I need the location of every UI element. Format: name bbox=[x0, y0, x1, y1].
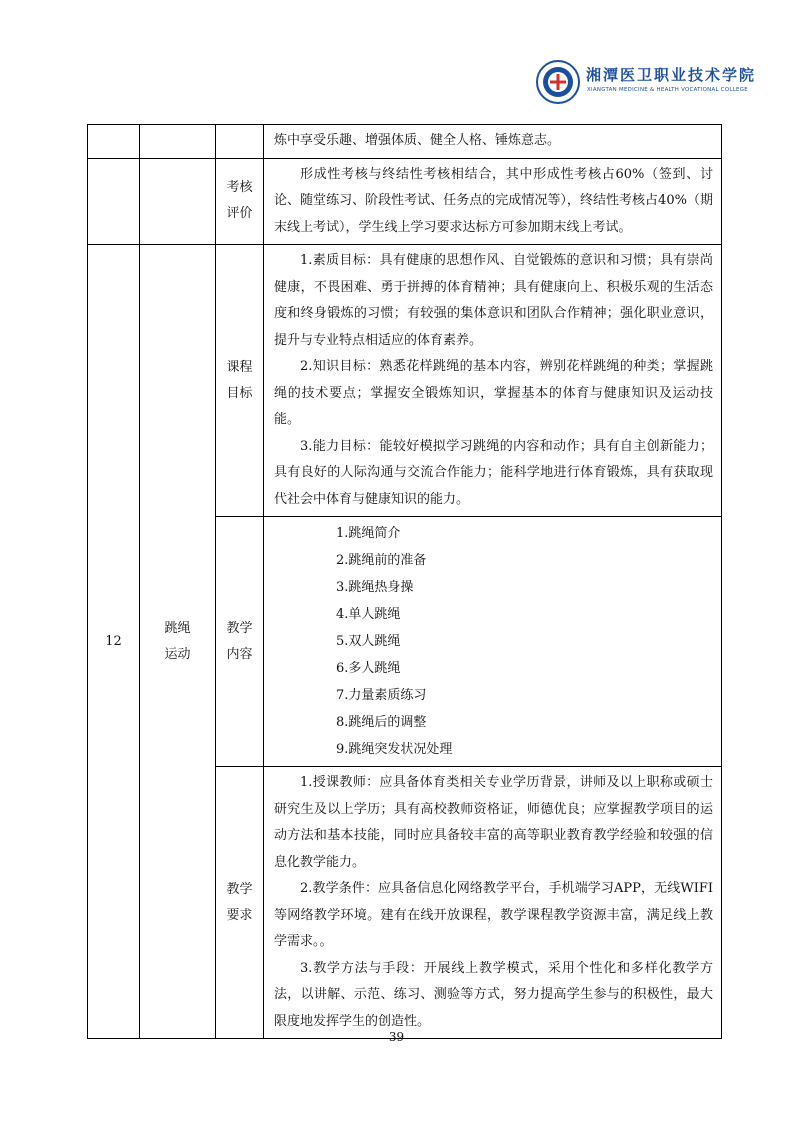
list-item: 1.跳绳简介 bbox=[336, 526, 401, 541]
table-row-continuation bbox=[88, 125, 722, 159]
objective-item: 3.能力目标：能较好模拟学习跳绳的内容和动作；具有自主创新能力；具有良好的人际沟通与交流合作能力；能科学地进行体育锻炼，具有获取现代社会中体育与健康知识的能力。 bbox=[274, 438, 713, 507]
college-emblem-icon bbox=[536, 60, 580, 104]
objective-item: 2.知识目标：熟悉花样跳绳的基本内容，辨别花样跳绳的种类；掌握跳绳的技术要点；掌握安全锻炼知识，掌握基本的体育与健康知识及运动技能。 bbox=[274, 359, 713, 427]
list-item: 5.双人跳绳 bbox=[336, 634, 401, 649]
list-item: 4.单人跳绳 bbox=[336, 607, 401, 622]
continuation-text: 炼中享受乐趣、增强体质、健全人格、锤炼意志。 bbox=[264, 125, 722, 159]
assessment-text: 形成性考核与终结性考核相结合，其中形成性考核占60%（签到、讨论、随堂练习、阶段性考试、任务点的完成情况等），终结性考核占40%（期末线上考试），学生线上学习要求达标方可参加期末线上考试。 bbox=[264, 158, 722, 245]
list-item: 8.跳绳后的调整 bbox=[336, 715, 427, 730]
course-number: 12 bbox=[88, 245, 140, 1039]
requirements-label: 教学 要求 bbox=[216, 767, 264, 1039]
course-table bbox=[87, 124, 722, 1039]
list-item: 2.跳绳前的准备 bbox=[336, 553, 427, 568]
number-cell bbox=[88, 158, 140, 245]
list-item: 9.跳绳突发状况处理 bbox=[336, 742, 453, 757]
table-row-objectives bbox=[88, 245, 722, 517]
assessment-label: 考核 评价 bbox=[216, 158, 264, 245]
college-logo bbox=[536, 60, 757, 108]
list-item: 6.多人跳绳 bbox=[336, 661, 401, 676]
table-row-assessment bbox=[88, 158, 722, 245]
name-cell bbox=[140, 158, 216, 245]
page-number: 39 bbox=[388, 1030, 405, 1044]
list-item: 3.跳绳热身操 bbox=[336, 580, 414, 595]
content-list bbox=[264, 517, 722, 767]
objectives-label: 课程 目标 bbox=[216, 245, 264, 517]
requirements-text bbox=[264, 767, 722, 1039]
college-name-cn: 湘潭医卫职业技术学院 bbox=[586, 66, 757, 84]
objectives-text bbox=[264, 245, 722, 517]
name-cell bbox=[140, 125, 216, 159]
number-cell bbox=[88, 125, 140, 159]
college-name-en: XIANGTAN MEDICINE & HEALTH VOCATIONAL COLLEGE bbox=[587, 87, 748, 93]
course-name: 跳绳 运动 bbox=[140, 245, 216, 1039]
objective-item: 1.素质目标：具有健康的思想作风、自觉锻炼的意识和习惯；具有崇尚健康，不畏困难、勇于拼搏的体育精神；具有健康向上、积极乐观的生活态度和终身锻炼的习惯；有较强的集体意识和团队合作精神；强化职业意识，提升与专业特点相适应的体育素养。 bbox=[274, 253, 713, 348]
requirement-item: 1.授课教师：应具备体育类相关专业学历背景，讲师及以上职称或硕士研究生及以上学历；具有高校教师资格证，师德优良；应掌握教学项目的运动方法和基本技能，同时应具备较丰富的高等职业教育教学经验和较强的信息化教学能力。 bbox=[274, 775, 713, 870]
requirement-item: 3.教学方法与手段：开展线上教学模式，采用个性化和多样化教学方法，以讲解、示范、练习、测验等方式，努力提高学生参与的积极性，最大限度地发挥学生的创造性。 bbox=[274, 960, 713, 1029]
requirement-item: 2.教学条件：应具备信息化网络教学平台，手机端学习APP，无线WIFI等网络教学环境。建有在线开放课程，教学课程教学资源丰富，满足线上教学需求。。 bbox=[274, 881, 713, 949]
content-label: 教学 内容 bbox=[216, 517, 264, 767]
category-cell bbox=[216, 125, 264, 159]
list-item: 7.力量素质练习 bbox=[336, 688, 427, 703]
